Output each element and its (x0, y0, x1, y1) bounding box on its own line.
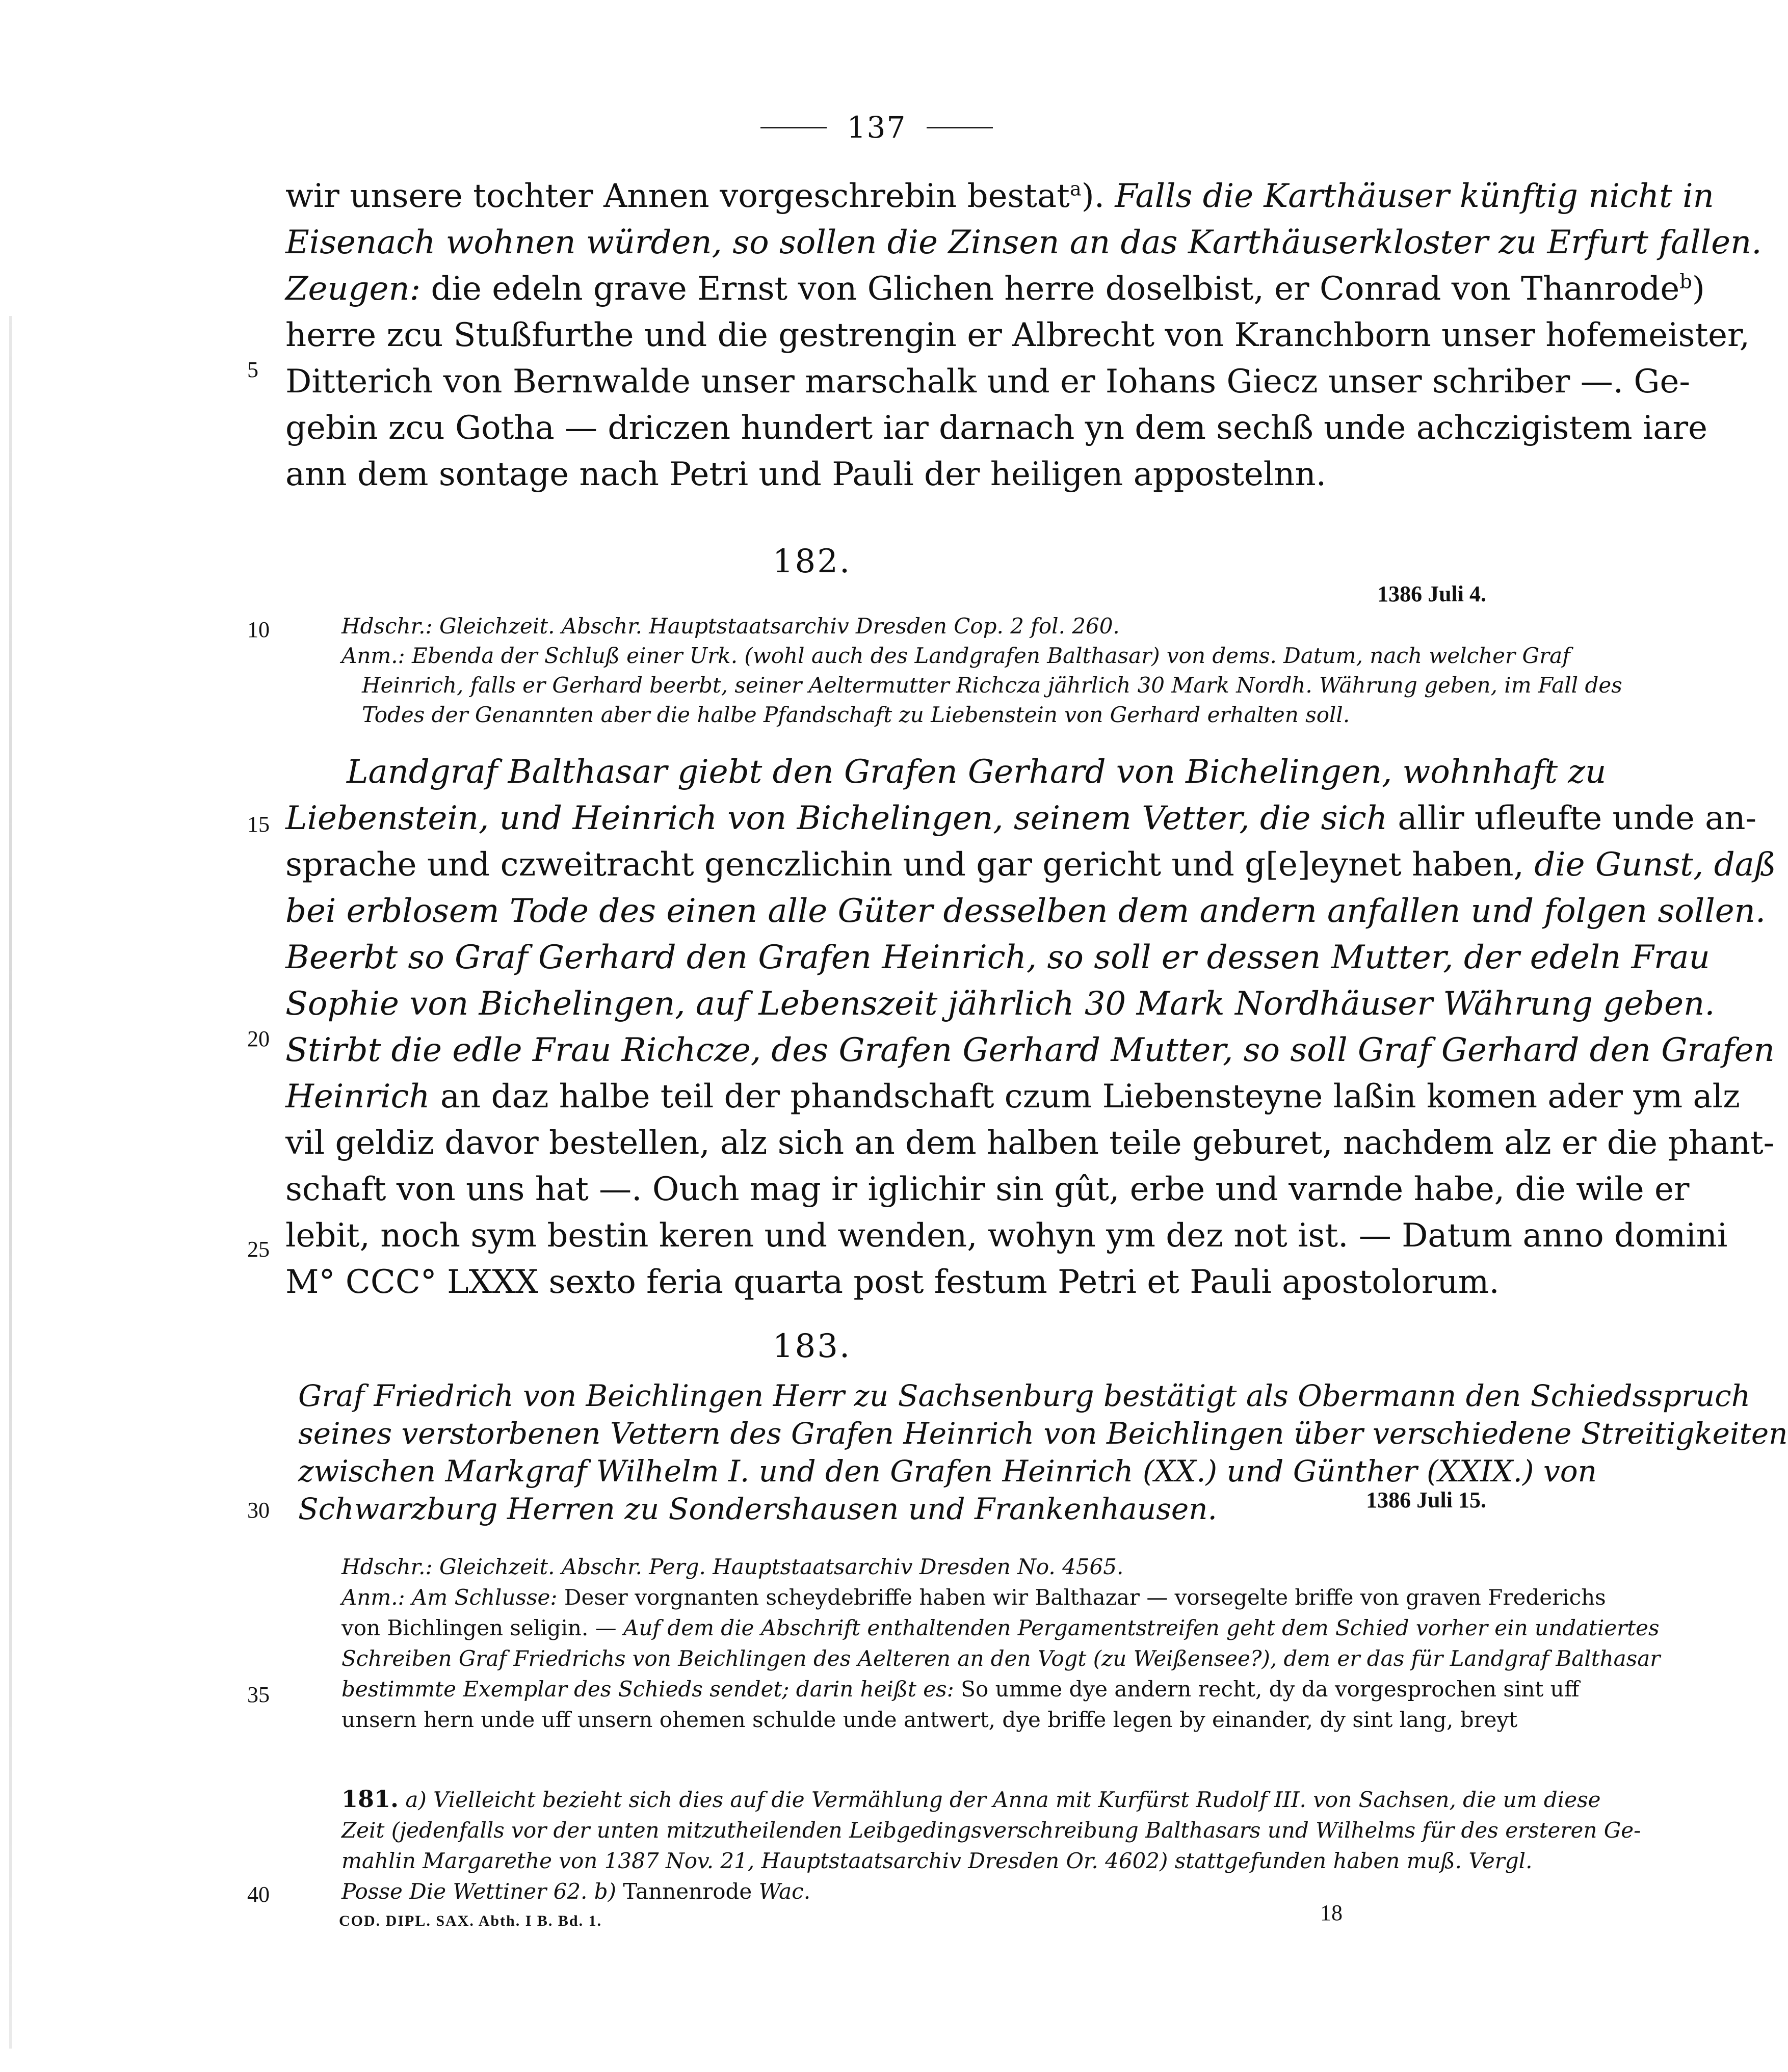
text-line: herre zcu Stußfurthe und die gestrengin er Albrecht von Kranchborn unser hofemeister, (285, 316, 1750, 354)
footnote-181 (341, 1784, 1641, 1907)
note-line: von Bichlingen seligin. — Auf dem die Abschrift enthaltenden Pergamentstreifen geht dem Schied vorher ein undatiertes (341, 1615, 1660, 1640)
text-line: Sophie von Bichelingen, auf Lebenszeit jährlich 30 Mark Nordhäuser Währung geben. (285, 985, 1715, 1023)
note-line: Schreiben Graf Friedrichs von Beichlingen des Aelteren an den Vogt (zu Weißensee?), dem er das für Landgraf Balthasar (341, 1646, 1661, 1671)
footnote-line: Posse Die Wettiner 62. b) Tannenrode Wac. (341, 1879, 811, 1904)
note-line: Hdschr.: Gleichzeit. Abschr. Hauptstaatsarchiv Dresden Cop. 2 fol. 260. (341, 614, 1120, 639)
header-rule-left (760, 127, 827, 128)
line-number: 40 (247, 1882, 270, 1907)
footnote-line: mahlin Margarethe von 1387 Nov. 21, Hauptstaatsarchiv Dresden Or. 4602) stattgefunden haben muß. Vergl. (341, 1848, 1533, 1873)
note-line: bestimmte Exemplar des Schieds sendet; darin heißt es: So umme dye andern recht, dy da vorgesprochen sint uff (341, 1677, 1580, 1702)
text-line: lebit, noch sym bestin keren und wenden, wohyn ym dez not ist. — Datum anno domini (285, 1217, 1728, 1255)
page-header (734, 104, 1019, 150)
text-line: Beerbt so Graf Gerhard den Grafen Heinrich, so soll er dessen Mutter, der edeln Frau (285, 939, 1710, 976)
line-number: 30 (247, 1498, 270, 1523)
date-182: 1386 Juli 4. (1377, 581, 1486, 606)
signature-line: COD. DIPL. SAX. Abth. I B. Bd. 1. (339, 1912, 602, 1929)
text-line: Stirbt die edle Frau Richcze, des Grafen Gerhard Mutter, so soll Graf Gerhard den Grafen (285, 1031, 1775, 1069)
text-line: Heinrich an daz halbe teil der phandschaft czum Liebensteyne laßin komen ader ym alz (285, 1078, 1740, 1115)
text-line: gebin zcu Gotha — driczen hundert iar darnach yn dem sechß unde achczigistem iare (285, 409, 1707, 447)
footnote-line: Zeit (jedenfalls vor der unten mitzutheilenden Leibgedingsverschreibung Balthasars und Wilhelms für des ersteren Ge- (341, 1818, 1641, 1843)
note-line: Anm.: Am Schlusse: Deser vorgnanten scheydebriffe haben wir Balthazar — vorsegelte briffe von graven Frederichs (341, 1585, 1606, 1610)
text-line: wir unsere tochter Annen vorgeschrebin bestat$^a$). Falls die Karthäuser künftig nicht in (285, 177, 1714, 215)
document-number-183: 183. (772, 1327, 852, 1365)
body-182 (285, 749, 1776, 1306)
text-line: Zeugen: die edeln grave Ernst von Glichen herre doselbist, er Conrad von Thanrode$^b$) (285, 270, 1705, 308)
note-line: unsern hern unde uff unsern ohemen schulde unde antwert, dye briffe legen by einander, dy sint lang, breyt (341, 1707, 1518, 1732)
text-line: Ditterich von Bernwalde unser marschalk und er Iohans Giecz unser schriber —. Ge- (285, 363, 1690, 401)
regest-183 (298, 1377, 1788, 1528)
notes-183 (341, 1552, 1661, 1735)
text-line: sprache und czweitracht genczlichin und gar gericht und g[e]eynet haben, die Gunst, daß (285, 846, 1776, 884)
regest-line: Graf Friedrich von Beichlingen Herr zu Sachsenburg bestätigt als Obermann den Schiedsspruch (298, 1378, 1751, 1413)
text-line: Liebenstein, und Heinrich von Bichelingen, seinem Vetter, die sich allir ufleufte unde an- (285, 800, 1757, 837)
sheet-number: 18 (1320, 1900, 1343, 1925)
text-line: schaft von uns hat —. Ouch mag ir iglichir sin gût, erbe und varnde habe, die wile er (285, 1171, 1690, 1208)
note-line: Todes der Genannten aber die halbe Pfandschaft zu Liebenstein von Gerhard erhalten soll. (362, 702, 1350, 727)
text-line: bei erblosem Tode des einen alle Güter desselben dem andern anfallen und folgen sollen. (285, 892, 1766, 930)
header-rule-right (927, 127, 993, 128)
page-number: 137 (847, 110, 907, 145)
regest-line: seines verstorbenen Vettern des Grafen Heinrich von Beichlingen über verschiedene Streitigkeiten (298, 1416, 1788, 1451)
text-line: M° CCC° LXXX sexto feria quarta post festum Petri et Pauli apostolorum. (285, 1263, 1500, 1301)
line-number: 20 (247, 1026, 270, 1051)
line-number: 15 (247, 812, 270, 837)
regest-line: zwischen Markgraf Wilhelm I. und den Grafen Heinrich (XX.) und Günther (XXIX.) von (298, 1454, 1597, 1489)
continued-text (285, 173, 1762, 498)
text-line: Eisenach wohnen würden, so sollen die Zinsen an das Karthäuserkloster zu Erfurt fallen. (285, 224, 1762, 261)
notes-182 (341, 612, 1622, 730)
note-line: Hdschr.: Gleichzeit. Abschr. Perg. Hauptstaatsarchiv Dresden No. 4565. (341, 1554, 1124, 1579)
line-number: 25 (247, 1237, 270, 1262)
line-number: 35 (247, 1682, 270, 1707)
note-line: Anm.: Ebenda der Schluß einer Urk. (wohl auch des Landgrafen Balthasar) von dems. Datum, nach welcher Graf (341, 643, 1570, 668)
date-183: 1386 Juli 15. (1366, 1487, 1486, 1512)
footnote-line: 181. a) Vielleicht bezieht sich dies auf die Vermählung der Anna mit Kurfürst Rudolf III. von Sachsen, die um diese (341, 1785, 1601, 1813)
text-line: Landgraf Balthasar giebt den Grafen Gerhard von Bichelingen, wohnhaft zu (347, 753, 1607, 791)
text-line: ann dem sontage nach Petri und Pauli der heiligen appostelnn. (285, 456, 1327, 493)
document-number-182: 182. (772, 543, 852, 580)
line-number: 5 (247, 357, 258, 382)
line-number: 10 (247, 617, 270, 642)
text-line: vil geldiz davor bestellen, alz sich an dem halben teile geburet, nachdem alz er die phant- (285, 1124, 1775, 1162)
note-line: Heinrich, falls er Gerhard beerbt, seiner Aeltermutter Richcza jährlich 30 Mark Nordh. Währung geben, im Fall des (362, 673, 1622, 698)
regest-line: Schwarzburg Herren zu Sondershausen und Frankenhausen. (298, 1492, 1217, 1526)
